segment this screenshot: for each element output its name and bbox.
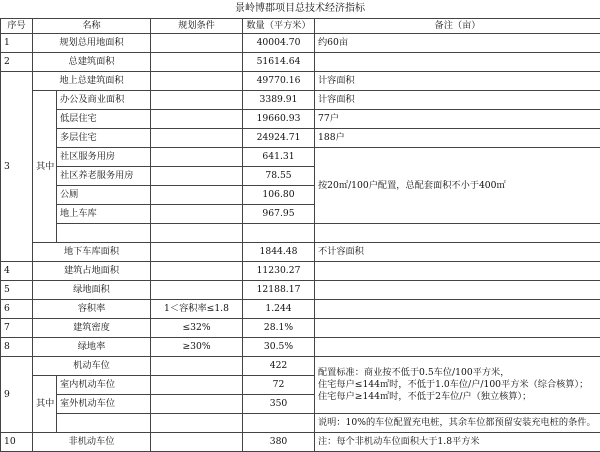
row-name: 室内机动车位 — [57, 376, 151, 395]
table-row — [1, 357, 600, 376]
row-number: 9 — [1, 357, 33, 433]
row-name: 多层住宅 — [57, 129, 151, 148]
row-remark: 计容面积 — [315, 91, 600, 110]
row-number: 1 — [1, 34, 33, 53]
row-qty: 11230.27 — [243, 262, 315, 281]
row-qty: 12188.17 — [243, 281, 315, 300]
row-remark: 按20㎡/100户配置，总配套面积不小于400㎡ — [315, 148, 600, 224]
row-qty: 1.244 — [243, 300, 315, 319]
table-row — [1, 34, 600, 53]
row-qty: 350 — [243, 395, 315, 414]
row-number: 4 — [1, 262, 33, 281]
row-name: 总建筑面积 — [33, 53, 151, 72]
table-row — [1, 281, 600, 300]
row-qty: 72 — [243, 376, 315, 395]
row-cond: ≤32% — [151, 319, 243, 338]
row-qty: 51614.64 — [243, 53, 315, 72]
row-cond: ≥30% — [151, 338, 243, 357]
row-name: 公厕 — [57, 186, 151, 205]
row-name: 低层住宅 — [57, 110, 151, 129]
row-remark — [315, 53, 600, 72]
row-remark: 77户 — [315, 110, 600, 129]
row-cond — [151, 186, 243, 205]
row-remark — [315, 338, 600, 357]
row-qty: 40004.70 — [243, 34, 315, 53]
row-cond — [151, 357, 243, 376]
table-title: 景岭博郡项目总技术经济指标 — [0, 0, 600, 18]
row-cond — [151, 243, 243, 262]
row-qty: 422 — [243, 357, 315, 376]
row-qty: 641.31 — [243, 148, 315, 167]
row-name: 建筑密度 — [33, 319, 151, 338]
row-number: 10 — [1, 433, 33, 452]
row-name: 绿地面积 — [33, 281, 151, 300]
row-remark — [315, 300, 600, 319]
table-row — [1, 224, 600, 243]
header-name: 名称 — [33, 19, 151, 34]
table-row — [1, 433, 600, 452]
row-number: 7 — [1, 319, 33, 338]
table-row — [1, 300, 600, 319]
row-qty: 3389.91 — [243, 91, 315, 110]
row-remark: 约60亩 — [315, 34, 600, 53]
row-qty: 1844.48 — [243, 243, 315, 262]
row-number: 8 — [1, 338, 33, 357]
table-row — [1, 72, 600, 91]
row-cond — [151, 395, 243, 414]
row-remark: 不计容面积 — [315, 243, 600, 262]
row-name: 容积率 — [33, 300, 151, 319]
row-name: 绿地率 — [33, 338, 151, 357]
header-row — [1, 19, 600, 34]
row-cond — [151, 91, 243, 110]
row-cond — [151, 281, 243, 300]
table-row — [1, 243, 600, 262]
row-name: 室外机动车位 — [57, 395, 151, 414]
row-qty: 19660.93 — [243, 110, 315, 129]
table-row — [1, 53, 600, 72]
row-qty — [243, 414, 315, 433]
row-cond — [151, 167, 243, 186]
table-row — [1, 110, 600, 129]
table-row — [1, 148, 600, 167]
row-cond — [151, 34, 243, 53]
row-qty: 49770.16 — [243, 72, 315, 91]
row-cond — [151, 224, 243, 243]
remark-line: 配置标准：商业按不低于0.5车位/100平方米， — [318, 367, 509, 378]
row-remark — [315, 281, 600, 300]
row-cond — [151, 148, 243, 167]
row-remark — [315, 224, 600, 243]
row-cond — [151, 110, 243, 129]
row-cond — [151, 205, 243, 224]
row-number: 6 — [1, 300, 33, 319]
table-row — [1, 414, 600, 433]
row-cond — [151, 414, 243, 433]
group-label: 其中 — [33, 91, 57, 243]
remark-line: 住宅每户≥144㎡时，不低于2车位/户（独立核算）； — [318, 391, 531, 402]
row-remark — [315, 319, 600, 338]
row-cond — [151, 72, 243, 91]
row-qty: 967.95 — [243, 205, 315, 224]
row-qty: 380 — [243, 433, 315, 452]
row-remark: 说明：10%的车位配置充电桩，其余车位都预留安装充电桩的条件。 — [315, 414, 600, 433]
row-cond: 1＜容积率≤1.8 — [151, 300, 243, 319]
row-remark: 注：每个非机动车位面积大于1.8平方米 — [315, 433, 600, 452]
row-cond — [151, 376, 243, 395]
row-name: 地下车库面积 — [33, 243, 151, 262]
row-name — [57, 224, 151, 243]
header-qty: 数量（平方米） — [243, 19, 315, 34]
row-qty: 106.80 — [243, 186, 315, 205]
row-name: 社区服务用房 — [57, 148, 151, 167]
row-number: 5 — [1, 281, 33, 300]
table-row — [1, 262, 600, 281]
group-label: 其中 — [33, 376, 57, 433]
table-row — [1, 319, 600, 338]
row-cond — [151, 262, 243, 281]
row-name: 社区养老服务用房 — [57, 167, 151, 186]
row-name: 地上车库 — [57, 205, 151, 224]
header-no: 序号 — [1, 19, 33, 34]
header-remark: 备注（亩） — [315, 19, 600, 34]
table-row — [1, 91, 600, 110]
row-number: 2 — [1, 53, 33, 72]
row-name — [57, 414, 151, 433]
row-qty: 78.55 — [243, 167, 315, 186]
remark-line: 住宅每户≤144㎡时，不低于1.0车位/户/100平方米（综合核算）； — [318, 379, 588, 390]
row-cond — [151, 53, 243, 72]
row-name: 地上总建筑面积 — [33, 72, 151, 91]
row-name: 非机动车位 — [33, 433, 151, 452]
row-cond — [151, 129, 243, 148]
row-remark — [315, 262, 600, 281]
table-row — [1, 338, 600, 357]
row-remark — [315, 357, 600, 414]
indicator-table — [0, 18, 600, 452]
row-qty: 28.1% — [243, 319, 315, 338]
row-name: 办公及商业面积 — [57, 91, 151, 110]
row-name: 建筑占地面积 — [33, 262, 151, 281]
row-qty: 30.5% — [243, 338, 315, 357]
row-qty: 24924.71 — [243, 129, 315, 148]
row-remark: 计容面积 — [315, 72, 600, 91]
row-qty — [243, 224, 315, 243]
row-cond — [151, 433, 243, 452]
row-name: 规划总用地面积 — [33, 34, 151, 53]
row-number: 3 — [1, 72, 33, 262]
table-row — [1, 129, 600, 148]
header-cond: 规划条件 — [151, 19, 243, 34]
row-name: 机动车位 — [33, 357, 151, 376]
row-remark: 188户 — [315, 129, 600, 148]
